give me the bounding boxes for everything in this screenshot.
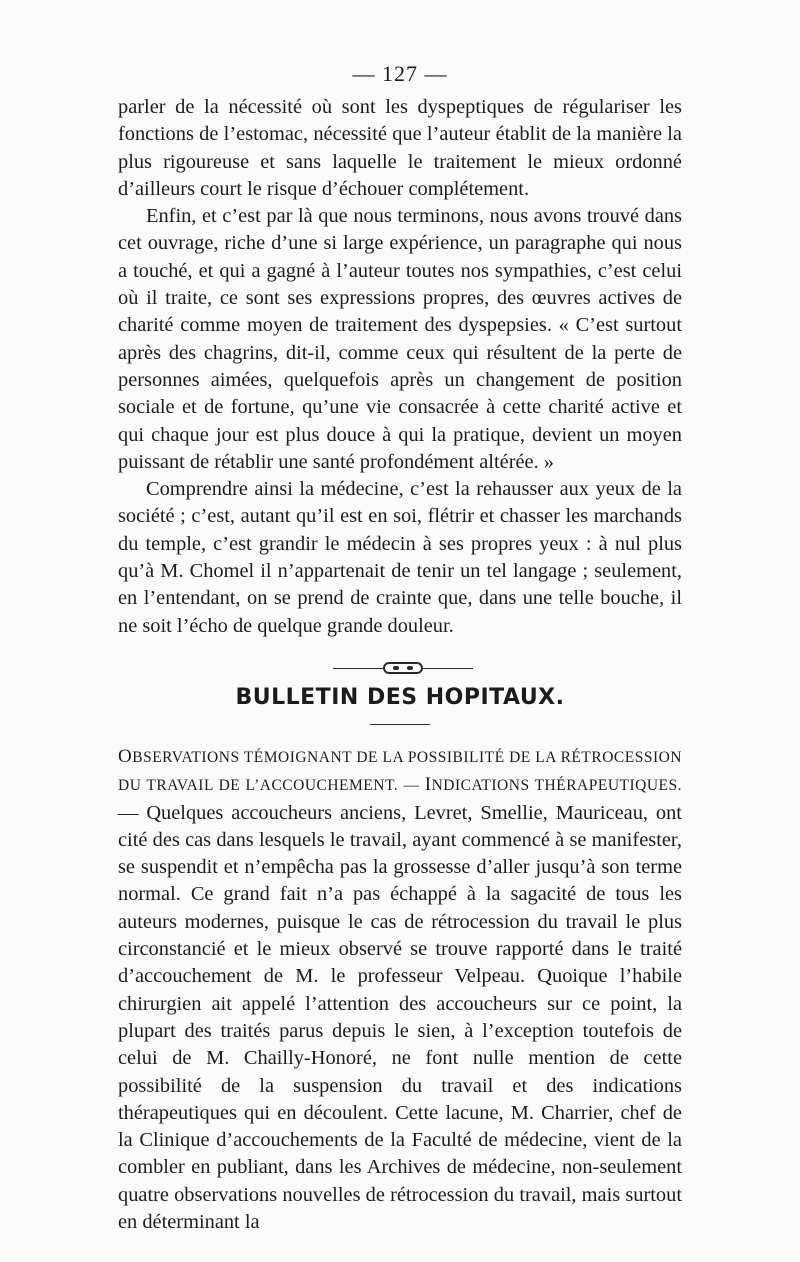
heading-underline-rule [370,724,430,725]
book-page [118,58,682,1236]
paragraph-enfin: Enfin, et c’est par là que nous terminons, nous avons trouvé dans cet ouvrage, riche d’une si large expérience, un paragraphe qui nous a touché, et qui a gagné à l’auteur toutes nos sympathies, c’est celui où il traite, ce sont ses expressions propres, des œuvres actives de charité comme moyen de traitement des dyspepsies. « C’est surtout après des chagrins, dit-il, comme ceux qui résultent de la perte de personnes aimées, quelquefois après un changement de position sociale et de fortune, qu’une vie consacrée à cette charité active et qui chaque jour est plus douce à qui la pratique, devient un moyen puissant de rétablir une santé profondément altérée. » [118,205,682,473]
article-body: OBSERVATIONS TÉMOIGNANT DE LA POSSIBILITÉ DE LA RÉTROCESSION DU TRAVAIL DE L’ACCOUCHEMENT. — INDICATIONS THÉRAPEUTIQUES. — Quelques accoucheurs anciens, Levret, Smellie, Mauriceau, ont cité des cas dans lesquels le travail, ayant commencé à se manifester, se suspendit et n’empêcha pas la grossesse d’aller jusqu’à son terme normal. Ce grand fait n’a pas échappé à la sagacité de tous les auteurs modernes, puisque le cas de rétrocession du travail le plus circonstancié et le mieux observé se trouve rapporté dans le traité d’accouchement de M. le professeur Velpeau. Quoique l’habile chirurgien ait appelé l’attention des accoucheurs sur ce point, la plupart des traités parus depuis le sien, à l’exception toutefois de celui de M. Chailly-Honoré, ne font nulle mention de cette possibilité de la suspension du travail et des indications thérapeutiques qui en découlent. Cette lacune, M. Charrier, chef de la Clinique d’accouchements de la Faculté de médecine, vient de la combler en publiant, dans les Archives de médecine, non-seulement quatre observations nouvelles de rétrocession du travail, mais surtout en déterminant la [118,745,682,1233]
divider-knot-ornament [383,662,423,674]
article [118,743,682,1236]
section-heading: BULLETIN DES HOPITAUX. [235,684,565,710]
paragraph-comprendre: Comprendre ainsi la médecine, c’est la rehausser aux yeux de la société ; c’est, autant qu’il est en soi, flétrir et chasser les marchands du temple, c’est grandir le médecin à ses propres yeux : à nul plus qu’à M. Chomel il n’appartenait de tenir un tel langage ; seulement, en l’entendant, on se prend de crainte que, dans une telle bouche, il ne soit l’écho de quelque grande douleur. [118,478,682,637]
paragraph-continuation: parler de la nécessité où sont les dyspeptiques de régulariser les fonctions de l’estomac, nécessité que l’auteur établit de la manière la plus rigoureuse et sans laquelle le traitement le mieux ordonné d’ailleurs court le risque d’échouer complétement. [118,96,682,200]
page-number: — 127 — [352,61,448,86]
article-heading: OBSERVATIONS TÉMOIGNANT DE LA POSSIBILITÉ DE LA RÉTROCESSION DU TRAVAIL DE L’ACCOUCHEMENT. — INDICATIONS THÉRAPEUTIQUES. [118,745,682,796]
article-text: Quelques accoucheurs anciens, Levret, Smellie, Mauriceau, ont cité des cas dans lesquels le travail, ayant commencé à se manifester, se suspendit et n’empêcha pas la grossesse d’aller jusqu’à son terme normal. Ce grand fait n’a pas échappé à la sagacité de tous les auteurs modernes, puisque le cas de rétrocession du travail le plus circonstancié et le mieux observé se trouve rapporté dans le traité d’accouchement de M. le professeur Velpeau. Quoique l’habile chirurgien ait appelé l’attention des accoucheurs sur ce point, la plupart des traités parus depuis le sien, à l’exception toutefois de celui de M. Chailly-Honoré, ne font nulle mention de cette possibilité de la suspension du travail et des indications thérapeutiques qui en découlent. Cette lacune, M. Charrier, chef de la Clinique d’accouchements de la Faculté de médecine, vient de la combler en publiant, dans les Archives de médecine, non-seulement quatre observations nouvelles de rétrocession du travail, mais surtout en déterminant la [118,801,682,1233]
ornamental-divider [118,658,682,678]
